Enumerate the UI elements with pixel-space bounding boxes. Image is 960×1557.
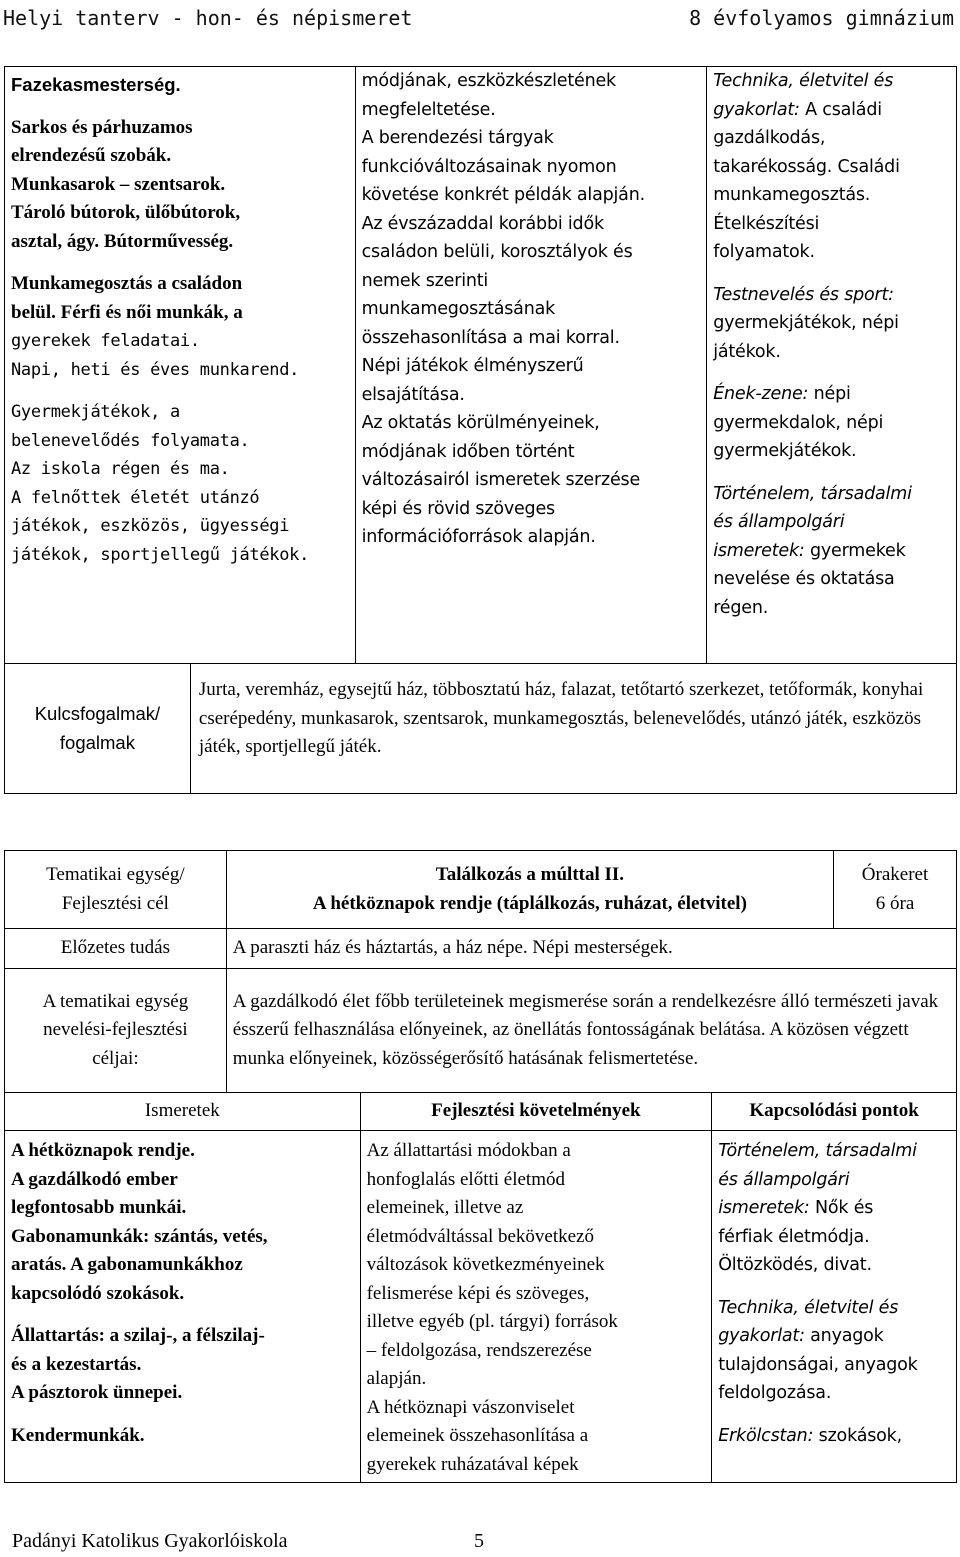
- text-line: elrendezésű szobák.: [11, 145, 172, 166]
- text-line: A családi: [805, 99, 882, 120]
- text-line: gazdálkodás,: [713, 128, 826, 148]
- text-line: gyermekdalok, népi: [713, 412, 884, 433]
- text-line: Órakeret: [861, 864, 929, 885]
- text-line: Munkamegosztás a családon: [11, 273, 243, 294]
- text-line: Tároló bútorok, ülőbútorok,: [11, 202, 241, 223]
- text-line: legfontosabb munkái.: [11, 1197, 187, 1218]
- text-line: A pásztorok ünnepei.: [11, 1382, 183, 1403]
- subject-label: Erkölcstan:: [718, 1425, 814, 1446]
- text-line: kapcsolódó szokások.: [11, 1282, 185, 1304]
- text-line: Kendermunkák.: [11, 1424, 145, 1446]
- text-line: játékok, eszközös, ügyességi: [11, 516, 290, 536]
- subject-label: gyakorlat:: [718, 1326, 805, 1346]
- text-line: anyagok: [810, 1326, 884, 1346]
- text-line: A hétköznapok rendje.: [11, 1140, 195, 1161]
- text-line: Jurta, veremház, egysejtű ház, többosztatú ház, falazat, tetőtartó szerkezet, tetőformák, konyhai cserépedény, munkasarok, szentsarok, munkamegosztás, belenevelődés, utánzó játék, eszközös játék, sportjellegű játék.: [198, 679, 924, 757]
- thematic-unit-table: [4, 850, 957, 1483]
- table-continued: [4, 66, 957, 794]
- fejlesztesi-cell: [360, 1131, 712, 1483]
- text-line: Az oktatás körülményeinek,: [361, 413, 600, 433]
- text-line: Az iskola régen és ma.: [11, 459, 230, 479]
- text-line: aratás. A gabonamunkákhoz: [11, 1254, 243, 1275]
- text-line: régen.: [713, 597, 769, 618]
- fejlesztesi-cell: [355, 67, 707, 664]
- text-line: elsajátítása.: [361, 384, 465, 405]
- text-line: Sarkos és párhuzamos: [11, 116, 193, 138]
- text-line: nemek szerinti: [361, 270, 489, 291]
- header-right: 8 évfolyamos gimnázium: [689, 6, 954, 30]
- text-line: Tematikai egység/: [46, 864, 185, 885]
- header-left: Helyi tanterv - hon- és népismeret: [3, 6, 413, 30]
- text-line: Fejlesztési cél: [61, 892, 169, 914]
- unit-title: [226, 851, 833, 929]
- text-line: munkamegosztásának: [361, 299, 556, 319]
- text-line: A gazdálkodó élet főbb területeinek megismerése során a rendelkezésre álló természeti javak ésszerű felhasználása előnyeinek, az önellátás fontosságának belátása. A közösen végzett munka előnyeinek, közösségerősítő hatásának felismertetése.: [232, 990, 939, 1069]
- text-line: gyermekek: [809, 540, 906, 561]
- text-line: módjának időben történt: [361, 441, 575, 462]
- text-line: munkamegosztás.: [713, 185, 871, 205]
- text-line: Öltözködés, divat.: [718, 1255, 872, 1275]
- kulcsfogalmak-label: [5, 664, 191, 794]
- text-line: Állattartás: a szilaj-, a félszilaj-: [11, 1325, 265, 1346]
- text-line: gyermekjátékok.: [713, 441, 857, 461]
- page-number: 5: [474, 1530, 484, 1552]
- header-ismeretek: [5, 1093, 361, 1131]
- header-fejlesztesi: [360, 1093, 712, 1131]
- text-line: A tematikai egység: [42, 990, 189, 1012]
- subject-label: gyakorlat:: [713, 99, 800, 120]
- celjai-label: [5, 969, 227, 1093]
- text-line: megfeleltetése.: [361, 99, 496, 120]
- text-line: Előzetes tudás: [60, 937, 170, 959]
- text-line: fogalmak: [59, 731, 135, 753]
- text-line: Nők és: [815, 1198, 874, 1218]
- orakeret: [834, 851, 957, 929]
- text-line: gyerekek feladatai.: [11, 331, 200, 351]
- text-line: elemeinek, illetve az: [366, 1197, 524, 1218]
- text-line: honfoglalás előtti életmód: [366, 1168, 565, 1190]
- text-line: életmódváltással bekövetkező: [366, 1225, 594, 1247]
- text-line: Az állattartási módokban a: [366, 1140, 571, 1161]
- text-line: nevelése és oktatása: [713, 569, 895, 589]
- text-line: Az évszázaddal korábbi idők: [361, 213, 604, 234]
- text-line: asztal, ágy. Bútorművesség.: [11, 230, 234, 252]
- text-line: alapján.: [366, 1368, 427, 1389]
- subject-label: és állampolgári: [713, 512, 845, 532]
- text-line: illetve egyéb (pl. tárgyi) források: [366, 1311, 618, 1332]
- text-line: játékok, sportjellegű játékok.: [11, 544, 310, 565]
- text-line: tulajdonságai, anyagok: [718, 1354, 918, 1375]
- text-line: A felnőttek életét utánzó: [11, 487, 260, 508]
- ismeretek-cell: [5, 67, 356, 664]
- subject-label: Technika, életvitel és: [713, 71, 894, 91]
- kapcsolodasi-cell: [712, 1131, 957, 1483]
- text-line: elemeinek összehasonlítása a: [366, 1425, 589, 1446]
- text-line: játékok.: [713, 341, 781, 362]
- tematikai-label: [5, 851, 227, 929]
- text-line: Gyermekjátékok, a: [11, 402, 180, 422]
- text-line: gyermekjátékok, népi: [713, 313, 899, 333]
- text-line: Találkozás a múlttal II.: [435, 864, 625, 885]
- text-line: férfiak életmódja.: [718, 1226, 870, 1247]
- subject-label: és állampolgári: [718, 1169, 850, 1190]
- subject-label: Ének-zene:: [713, 384, 809, 404]
- page-header: [0, 0, 960, 36]
- text-line: Kulcsfogalmak/: [34, 703, 161, 724]
- text-line: nevelési-fejlesztési: [43, 1019, 188, 1041]
- text-line: belül. Férfi és női munkák, a: [11, 301, 243, 323]
- text-line: céljai:: [92, 1047, 139, 1069]
- text-line: folyamatok.: [713, 242, 815, 262]
- text-line: funkcióváltozásainak nyomon: [361, 156, 617, 177]
- kapcsolodasi-cell: [707, 67, 957, 664]
- text-line: követése konkrét példák alapján.: [361, 185, 645, 205]
- header-kapcsolodasi: [712, 1093, 957, 1131]
- kulcsfogalmak-text: [190, 664, 956, 794]
- text-line: belenevelődés folyamata.: [11, 430, 250, 451]
- celjai-text: [226, 969, 956, 1093]
- text-line: információforrások alapján.: [361, 527, 596, 547]
- text-line: A berendezési tárgyak: [361, 128, 554, 148]
- ismeretek-cell: [5, 1131, 361, 1483]
- text-line: gyerekek ruházatával képek: [366, 1453, 579, 1475]
- text-line: A gazdálkodó ember: [11, 1168, 178, 1190]
- subject-label: Történelem, társadalmi: [713, 483, 912, 504]
- text-line: képi és rövid szöveges: [361, 498, 555, 519]
- page-footer: [12, 1530, 484, 1553]
- text-line: népi: [813, 384, 851, 404]
- elozetes-text: [226, 929, 956, 969]
- text-line: szokások,: [818, 1425, 902, 1446]
- text-line: A hétköznapok rendje (táplálkozás, ruházat, életvitel): [312, 892, 747, 914]
- text-line: családon belüli, korosztályok és: [361, 242, 633, 262]
- subject-label: Történelem, társadalmi: [718, 1141, 917, 1161]
- elozetes-label: [5, 929, 227, 969]
- text-line: Fejlesztési követelmények: [431, 1100, 641, 1122]
- subject-label: ismeretek:: [718, 1198, 810, 1218]
- text-line: és a kezestartás.: [11, 1353, 142, 1375]
- text-line: Fazekasmesterség.: [11, 74, 181, 95]
- text-line: összehasonlítása a mai korral.: [361, 327, 620, 348]
- text-line: A paraszti ház és háztartás, a ház népe. Népi mesterségek.: [232, 937, 673, 959]
- text-line: Kapcsolódási pontok: [749, 1100, 919, 1122]
- text-line: – feldolgozása, rendszerezése: [366, 1339, 592, 1361]
- text-line: Munkasarok – szentsarok.: [11, 173, 226, 195]
- footer-school: Padányi Katolikus Gyakorlóiskola: [12, 1530, 288, 1552]
- text-line: Ismeretek: [144, 1100, 220, 1122]
- text-line: Népi játékok élményszerű: [361, 356, 584, 376]
- text-line: A hétköznapi vászonviselet: [366, 1396, 575, 1418]
- subject-label: Testnevelés és sport:: [713, 284, 894, 305]
- text-line: feldolgozása.: [718, 1383, 832, 1403]
- text-line: módjának, eszközkészletének: [361, 71, 616, 91]
- subject-label: Technika, életvitel és: [718, 1297, 899, 1318]
- text-line: 6 óra: [875, 892, 915, 914]
- text-line: Gabonamunkák: szántás, vetés,: [11, 1225, 268, 1247]
- text-line: Napi, heti és éves munkarend.: [11, 359, 300, 380]
- text-line: felismerése képi és szöveges,: [366, 1282, 590, 1304]
- text-line: takarékosság. Családi: [713, 156, 900, 177]
- subject-label: ismeretek:: [713, 540, 805, 561]
- text-line: változásairól ismeretek szerzése: [361, 470, 641, 490]
- text-line: Ételkészítési: [713, 213, 820, 234]
- text-line: változások következményeinek: [366, 1254, 605, 1275]
